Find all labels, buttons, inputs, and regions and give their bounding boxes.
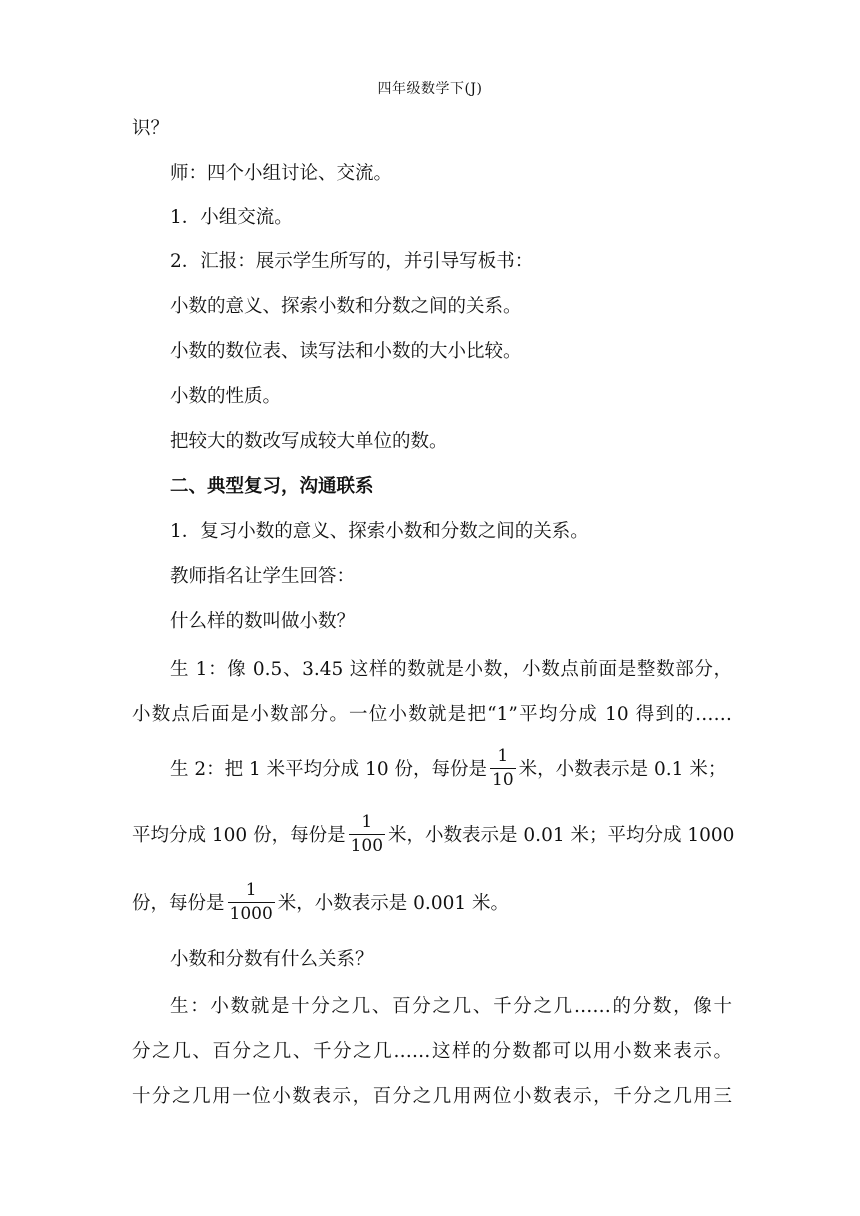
fraction-1-100: $\frac{1}{100}$ xyxy=(350,811,384,856)
fraction-1-1000: $\frac{1}{1000}$ xyxy=(229,879,273,924)
line-text: 米，小数表示是 0.001 米。 xyxy=(277,893,510,914)
fraction-1-10: $\frac{1}{10}$ xyxy=(492,745,514,790)
line-text: 平均分成 100 份，每份是 xyxy=(132,825,346,846)
line-text: 米，小数表示是 0.01 米；平均分成 1000 xyxy=(388,825,735,846)
paragraph-line: 把较大的数改写成较大单位的数。 xyxy=(170,431,448,452)
line-text: 份，每份是 xyxy=(132,893,225,914)
paragraph-line: 小数和分数有什么关系？ xyxy=(170,949,374,970)
paragraph-line: 1．复习小数的意义、探索小数和分数之间的关系。 xyxy=(170,521,589,542)
paragraph-line: 教师指名让学生回答： xyxy=(170,566,356,587)
paragraph-line: 师：四个小组讨论、交流。 xyxy=(170,163,393,184)
paragraph-line: 识？ xyxy=(132,118,170,139)
page-header: 四年级数学下(J) xyxy=(377,81,483,97)
paragraph-line: 小数的意义、探索小数和分数之间的关系。 xyxy=(170,296,522,317)
paragraph-line: 什么样的数叫做小数？ xyxy=(170,611,356,632)
paragraph-line-with-fraction xyxy=(170,746,732,794)
line-text: 米，小数表示是 0.1 米； xyxy=(518,759,727,780)
paragraph-line: 小数的数位表、读写法和小数的大小比较。 xyxy=(170,341,522,362)
paragraph-line: 分之几、百分之几、千分之几……这样的分数都可以用小数来表示。 xyxy=(132,1041,732,1062)
line-text: 生 2：把 1 米平均分成 10 份，每份是 xyxy=(170,759,487,780)
paragraph-line: 小数的性质。 xyxy=(170,386,282,407)
paragraph-line: 十分之几用一位小数表示，百分之几用两位小数表示，千分之几用三 xyxy=(132,1086,732,1107)
paragraph-line: 生：小数就是十分之几、百分之几、千分之几……的分数，像十 xyxy=(170,996,732,1017)
paragraph-line: 1．小组交流。 xyxy=(170,207,293,228)
paragraph-line-with-fraction xyxy=(132,880,732,928)
paragraph-line: 生 1：像 0.5、3.45 这样的数就是小数，小数点前面是整数部分， xyxy=(170,659,732,680)
paragraph-line: 小数点后面是小数部分。一位小数就是把“1”平均分成 10 得到的…… xyxy=(132,704,732,725)
section-heading: 二、典型复习，沟通联系 xyxy=(170,476,374,497)
paragraph-line-with-fraction xyxy=(132,811,735,860)
paragraph-line: 2．汇报：展示学生所写的，并引导写板书： xyxy=(170,251,534,272)
